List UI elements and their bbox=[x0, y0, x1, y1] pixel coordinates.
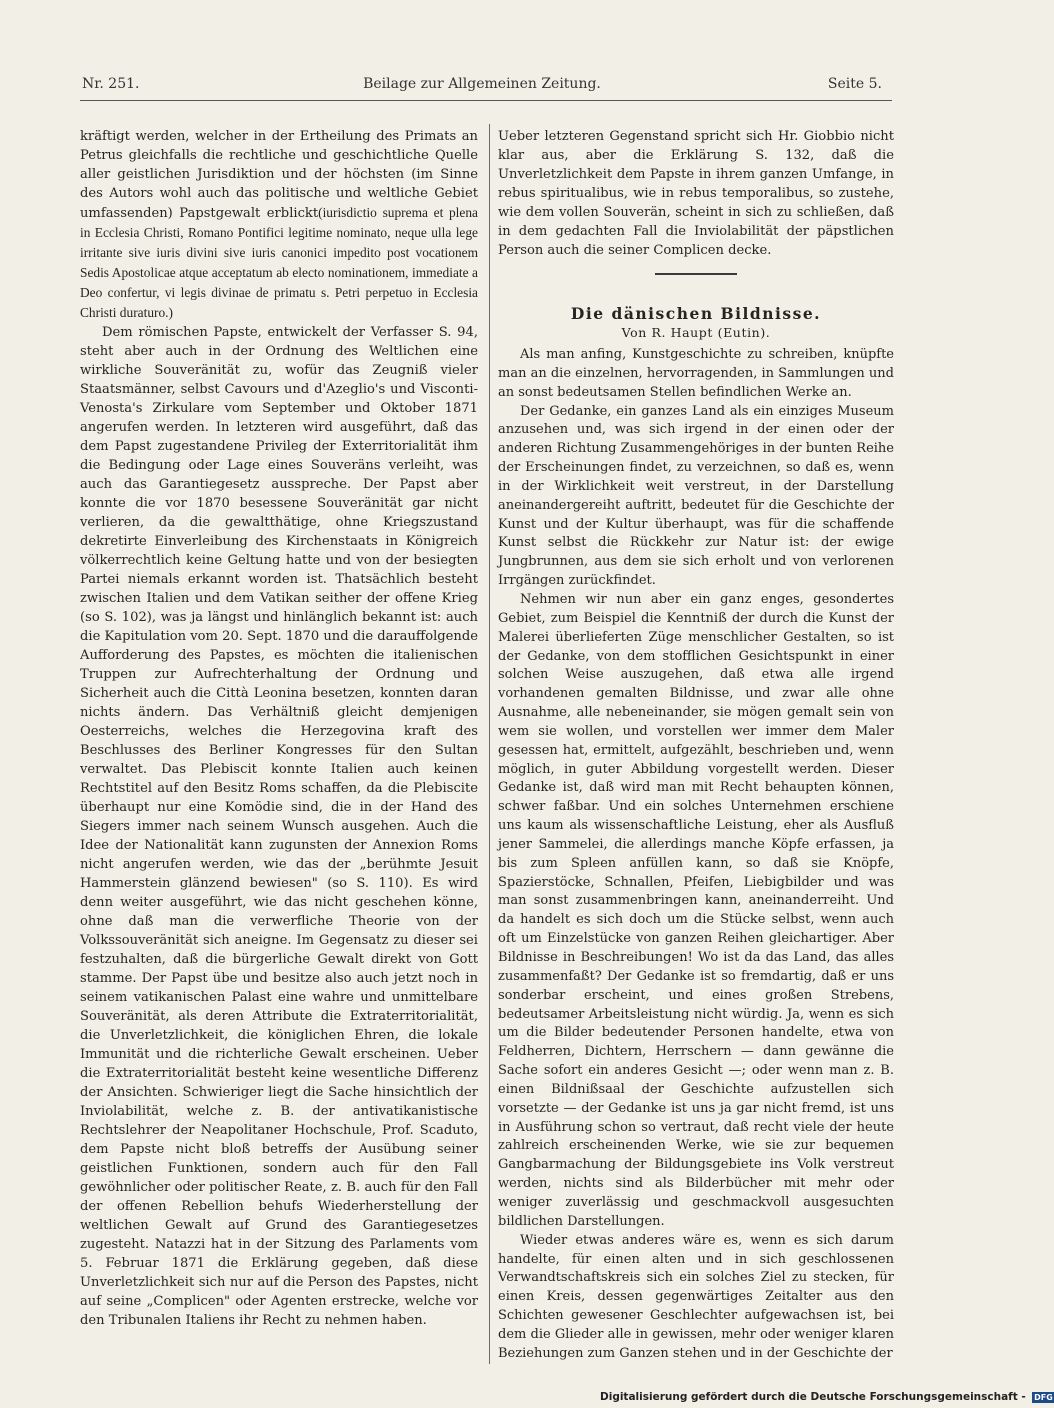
right-paragraph-2: Der Gedanke, ein ganzes Land als ein einziges Museum anzusehen und, was sich irgend in der einen oder der anderen Richtung Zusammengehöriges in der bunten Reihe der Erscheinungen findet, zu verzeichnen, so daß es, wenn in der Wirklichkeit weit verstreut, in der Darstellung aneinandergereiht auftritt, bedeutet für die Geschichte der Kunst und der Kultur überhaupt, was für die schaffende Kunst selbst die Rückkehr zur Natur ist: der ewige Jungbrunnen, aus dem sie sich erholt und von verlorenen Irrgängen zurückfindet. bbox=[498, 403, 894, 589]
article-separator-rule bbox=[655, 273, 737, 275]
left-paragraph-1-text: kräftigt werden, welcher in der Ertheilung des Primats an Petrus gleichfalls die rechtliche und geschichtliche Quelle aller geistlichen Jurisdiktion und der höchsten (im Sinne des Autors wohl auch das politische und weltliche Gebiet umfassenden) Papstgewalt erblickt bbox=[80, 129, 478, 221]
issue-number: Nr. 251. bbox=[82, 76, 140, 92]
latin-quotation: (iurisdictio suprema et plena in Ecclesia Christi, Romano Pontifici legitime nominato, neque ulla lege irritante sive iuris divini sive iuris canonici impedito post vocationem Sedis Apostolicae atque acceptatum ab electo nominationem, immediate a Deo confertur, vi legis divinae de primatu s. Petri perpetuo in Ecclesia Christi duraturo.) bbox=[80, 205, 478, 320]
right-paragraph-1: Als man anfing, Kunstgeschichte zu schreiben, knüpfte man an die einzelnen, hervorragenden, in Sammlungen und an sonst bedeutsamen Stellen befindlichen Werke an. bbox=[498, 347, 894, 400]
left-paragraph-2: Dem römischen Papste, entwickelt der Verfasser S. 94, steht aber auch in der Ordnung des Weltlichen eine wirkliche Souveränität zu, wofür das Zeugniß vieler Staatsmänner, selbst Cavours und d'Azeglio's und Visconti-Venosta's Zirkulare vom September und Oktober 1871 angerufen werden. In letzteren wird ausgeführt, daß das dem Papst zugestandene Privileg der Exterritorialität ihm die Bedingung oder Lage eines Souveräns verleiht, was auch das Garantiegesetz ausspreche. Der Papst aber konnte die vor 1870 besessene Souveränität gar nicht verlieren, da die gewaltthätige, ohne Kriegszustand dekretirte Einverleibung des Kirchenstaats in Königreich völkerrechtlich keine Geltung hatte und von der besiegten Partei niemals erkannt worden ist. Thatsächlich besteht zwischen Italien und dem Vatikan seither der offene Krieg (so S. 102), was ja längst und hinlänglich bekannt ist: auch die Kapitulation vom 20. Sept. 1870 und die darauffolgende Aufforderung des Papstes, es möchten die italienischen Truppen zur Aufrechterhaltung der Ordnung und Sicherheit auch die Città Leonina besetzen, konnten daran nichts ändern. Das Verhältniß gleicht demjenigen Oesterreichs, welches die Herzegovina kraft des Beschlusses des Berliner Kongresses für den Sultan verwaltet. Das Plebiscit konnte Italien auch keinen Rechtstitel auf den Besitz Roms schaffen, da die Plebiscite überhaupt nur eine Komödie sind, die in der Hand des Siegers immer nach seinem Wunsch ausgehen. Auch die Idee der Nationalität kann zugunsten der Annexion Roms nicht angerufen werden, wie das der „berühmte Jesuit Hammerstein glänzend bewiesen" (so S. 110). Es wird denn weiter ausgeführt, wie das nicht geschehen könne, ohne daß man die verwerfliche Theorie von der Volkssouveränität sich aneigne. Im Gegensatz zu dieser sei festzuhalten, daß die bürgerliche Gewalt direkt von Gott stamme. Der Papst übe und besitze also auch jetzt noch in seinem vatikanischen Palast eine wahre und unmittelbare Souveränität, als deren Attribute die Extraterritorialität, die Unverletzlichkeit, die königlichen Ehren, die lokale Immunität und die richterliche Gewalt erscheinen. Ueber die Extraterritorialität besteht keine wesentliche Differenz der Ansichten. Schwieriger liegt die Sache hinsichtlich der Inviolabilität, welche z. B. der antivatikanistische Rechtslehrer der Neapolitaner Hochschule, Prof. Scaduto, dem Papste nicht bloß betreffs der Ausübung seiner geistlichen Funktionen, sondern auch für den Fall gewöhnlicher oder politischer Reate, z. B. auch für den Fall der offenen Rebellion behufs Wiederherstellung der weltlichen Gewalt auf Grund des Garantiegesetzes zugesteht. Natazzi hat in der Sitzung des Parlaments vom 5. Februar 1871 die Erklärung gegeben, daß diese Unverletzlichkeit sich nur auf die Person des Papstes, nicht auf seine „Complicen" oder Agenten erstrecke, welche vor den Tribunalen Italiens ihr Recht zu nehmen haben. bbox=[80, 325, 478, 1328]
right-paragraph-0: Ueber letzteren Gegenstand spricht sich Hr. Giobbio nicht klar aus, aber die Erklärung S. 132, daß die Unverletzlichkeit dem Papste in ihrem ganzen Umfange, in rebus spiritualibus, wie in rebus temporalibus, so zustehe, wie dem vollen Souverän, scheint in sich zu schließen, daß in dem gedachten Fall die Inviolabilität der päpstlichen Person auch die seiner Complicen decke. bbox=[498, 129, 894, 258]
right-column-article bbox=[498, 346, 894, 1364]
footer-text: Digitalisierung gefördert durch die Deutsche Forschungsgemeinschaft - bbox=[600, 1391, 1026, 1403]
header-rule bbox=[80, 100, 892, 101]
left-paragraph-1 bbox=[80, 127, 478, 323]
right-column-top bbox=[498, 127, 894, 260]
dfg-logo: DFG bbox=[1034, 1392, 1053, 1402]
article-title: Die dänischen Bildnisse. bbox=[570, 304, 822, 323]
page-number: Seite 5. bbox=[827, 76, 882, 92]
left-column bbox=[80, 127, 478, 1330]
column-divider bbox=[489, 124, 490, 1364]
digitization-footer bbox=[600, 1391, 1053, 1405]
supplement-title: Beilage zur Allgemeinen Zeitung. bbox=[363, 76, 601, 92]
right-paragraph-3: Nehmen wir nun aber ein ganz enges, gesondertes Gebiet, zum Beispiel die Kenntniß der durch die Kunst der Malerei überlieferten Züge menschlicher Gestalten, so ist der Gedanke, von dem stofflichen Gesichtspunkt in einer solchen Weise auszugehen, daß etwa alle irgend vorhandenen gemalten Bildnisse, und zwar alle ohne Ausnahme, alle nebeneinander, sie mögen gemalt sein von wem sie wollen, und vorstellen wer immer dem Maler gesessen hat, ermittelt, aufgezählt, beschrieben und, wenn möglich, in guter Abbildung vorgestellt werden. Dieser Gedanke ist, daß wird man mit Recht behaupten können, schwer faßbar. Und ein solches Unternehmen erschiene uns kaum als wissenschaftliche Leistung, eher als Ausfluß jener Sammelei, die allerdings manche Köpfe erfassen, ja bis zum Spleen anfüllen kann, so daß sie Knöpfe, Spazierstöcke, Schnallen, Pfeifen, Liebigbilder und was man sonst zusammenbringen kann, aneinanderreiht. Und da handelt es sich doch um die Stücke selbst, wenn auch oft um Einzelstücke von ganzen Reihen gleichartiger. Aber Bildnisse in Beschreibungen! Wo ist da das Land, das alles zusammenfaßt? Der Gedanke ist so fremdartig, daß er uns sonderbar erscheint, und eines großen Strebens, bedeutsamer Arbeitsleistung nicht würdig. Ja, wenn es sich um die Bilder bedeutender Personen handelte, etwa von Feldherren, Dichtern, Herrschern — dann gewänne die Sache sofort ein anderes Gesicht —; oder wenn man z. B. einen Bildnißsaal der Geschichte aufzustellen sich vorsetzte — der Gedanke ist uns ja gar nicht fremd, ist uns in Ausführung schon so vertraut, daß recht viele der heute zahlreich erscheinenden Werke, wie sie zur bequemen Gangbarmachung der Bildungsgebiete ins Volk verstreut werden, nichts sind als Bilderbücher mit mehr oder weniger zuverlässig und geschmackvoll ausgesuchten bildlichen Darstellungen. bbox=[498, 591, 894, 1229]
right-paragraph-4: Wieder etwas anderes wäre es, wenn es sich darum handelte, für einen alten und in sich geschlossenen Verwandtschaftskreis sich ein solches Ziel zu stecken, für einen Kreis, dessen gegenwärtiges Zeitalter aus den Schichten gewesener Geschlechter aufgewachsen ist, bei dem die Glieder alle in gewissen, mehr oder weniger klaren Beziehungen zum Ganzen stehen und in der Geschichte der bbox=[498, 1232, 894, 1361]
article-author: Von R. Haupt (Eutin). bbox=[621, 325, 771, 340]
page-header bbox=[82, 76, 882, 98]
